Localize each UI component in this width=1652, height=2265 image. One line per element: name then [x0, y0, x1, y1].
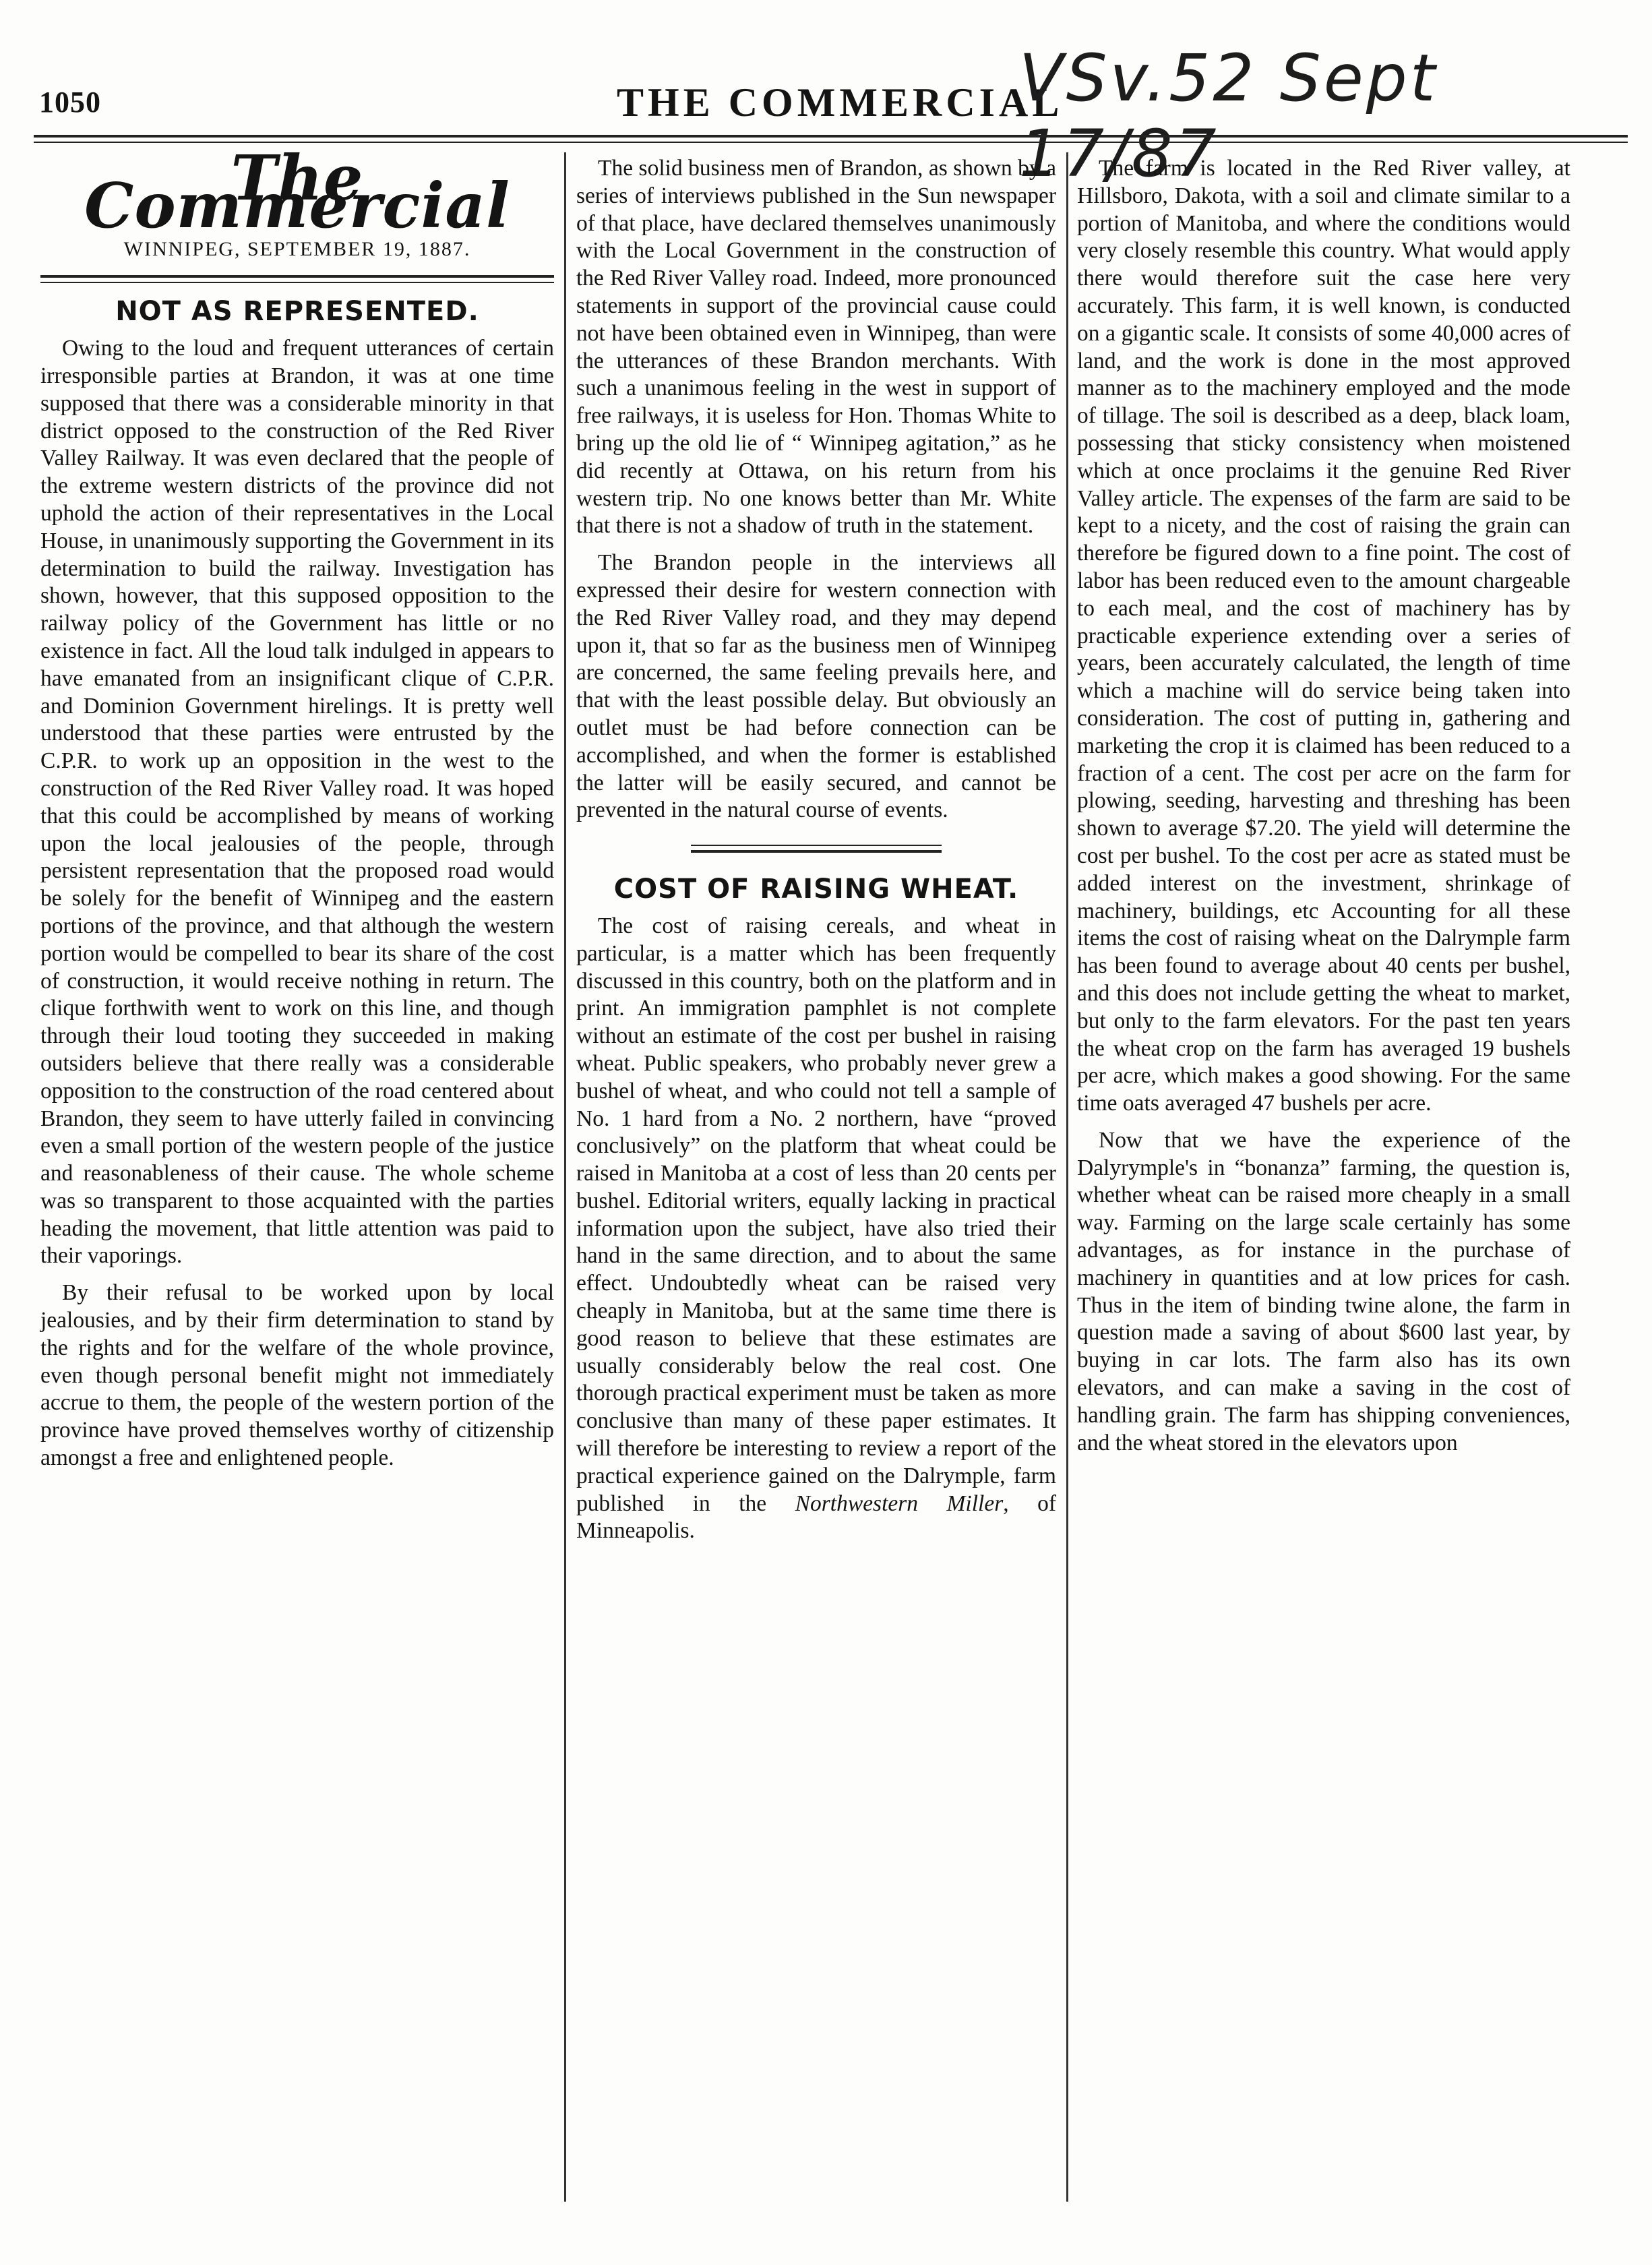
article-paragraph — [576, 913, 1056, 1545]
column-3 — [1077, 155, 1570, 1457]
section-rule — [691, 845, 942, 846]
paragraph-text: , of Minneapolis. — [576, 1490, 1057, 1544]
article-paragraph: The Brandon people in the interviews all expressed their desire for western connection with the Red River Valley road, and they may depend upon it, that so far as the business men of Winnipeg are concerned, the same feeling prevails here, and that with the least possible delay. But obviously an outlet must be had before connection can be accomplished, and when the former is established the latter will be easily secured, and cannot be prevented in the natural course of events. — [576, 550, 1056, 823]
dateline-rule — [40, 275, 554, 278]
page-number: 1050 — [39, 86, 101, 119]
column-1 — [40, 142, 554, 1472]
article-headline: NOT AS REPRESENTED. — [115, 296, 479, 328]
header-rule — [34, 135, 1628, 138]
section-rule-thick — [691, 850, 942, 853]
running-head: THE COMMERCIAL — [617, 80, 1064, 125]
article-paragraph: The solid business men of Brandon, as shown by a series of interviews published in the Sun newspaper of that place, have declared themselves unanimously with the Local Government in the construction of the Red River Valley road. Indeed, more pronounced statements in support of the provincial cause could not have been obtained even in Winnipeg, than were the utterances of these Brandon merchants. With such a unanimous feeling in the west in support of free railways, it is useless for Hon. Thomas White to bring up the old lie of “ Winnipeg agitation,” as he did recently at Ottawa, on his return from his western trip. No one knows better than Mr. White that there is not a shadow of truth in the statement. — [576, 156, 1056, 539]
dateline-rule-thin — [40, 282, 554, 283]
paragraph-text: The cost of raising cereals, and wheat in particular, is a matter which has been frequently discussed in this country, both on the platform and in print. An immigration pamphlet is not complete without an estimate of the cost per bushel in raising wheat. Public speakers, who probably never grew a bushel of wheat, and who could not tell a sample of No. 1 hard from a No. 2 northern, have “proved conclusively” on the platform that wheat could be raised in Manitoba at a cost of less than 20 cents per bushel. Editorial writers, equally lacking in practical information upon the subject, have also tried their hand in the same direction, and to about the same effect. Undoubtedly wheat can be raised very cheaply in Manitoba, but at the same time there is good reason to believe that these estimates are usually considerably below the real cost. One thorough practical experiment must be taken as more conclusive than many of these paper estimates. It will therefore be interesting to review a report of the practical experience gained on the Dalrymple, farm published in the — [576, 913, 1056, 1516]
article-paragraph: By their refusal to be worked upon by local jealousies, and by their firm determination to stand by the rights and for the welfare of the whole province, even though personal benefit might not immediately accrue to them, the people of the western portion of the province have proved themselves worthy of citizenship amongst a free and enlightened people. — [40, 1280, 554, 1471]
article-headline: COST OF RAISING WHEAT. — [613, 874, 1019, 905]
publication-name: Northwestern Miller — [795, 1490, 1004, 1516]
article-paragraph: Now that we have the experience of the Dalyrymple's in “bonanza” farming, the question is, whether wheat can be raised more cheaply in a small way. Farming on the large scale certainly has some advantages, as for instance in the purchase of machinery in quantities and at low prices for cash. Thus in the item of binding twine alone, the farm in question made a saving of about $600 last year, by buying in car lots. The farm also has its own elevators, and can make a saving in the cost of handling grain. The farm has shipping conveniences, and the wheat stored in the elevators upon — [1077, 1127, 1570, 1455]
dateline: WINNIPEG, SEPTEMBER 19, 1887. — [123, 237, 471, 260]
column-divider-1 — [564, 152, 566, 2202]
article-paragraph: Owing to the loud and frequent utterances of certain irresponsible parties at Brandon, it was at one time supposed that there was a considerable minority in that district opposed to the construction of the Red River Valley Railway. It was even declared that the people of the extreme western districts of the province did not uphold the action of their representatives in the Local House, in unanimously supporting the Government in its determination to build the railway. Investigation has shown, however, that this supposed opposition to the railway policy of the Government has little or no existence in fact. All the loud talk indulged in appears to have emanated from an insignificant clique of C.P.R. and Dominion Government hirelings. It is pretty well understood that these parties were entrusted by the C.P.R. to work up an opposition in the west to the construction of the Red River Valley road. It was hoped that this could be accomplished by means of working upon the local jealousies of the people, through persistent representation that the proposed road would be solely for the benefit of Winnipeg and the eastern portions of the province, and that although the western portion would be compelled to bear its share of the cost of construction, it would receive nothing in return. The clique forthwith went to work on this line, and though through their loud tooting they succeeded in making outsiders believe that there really was a considerable opposition to the construction of the road centered about Brandon, they seem to have utterly failed in convincing even a small portion of the western people of the justice and reasonableness of their cause. The whole scheme was so transparent to those acquainted with the parties heading the movement, that little attention was paid to their vaporings. — [40, 336, 554, 1269]
article-paragraph: The farm is located in the Red River valley, at Hillsboro, Dakota, with a soil and climate similar to a portion of Manitoba, and where the conditions would very closely resemble this country. What would apply there would therefore suit the case here very accurately. This farm, it is well known, is conducted on a gigantic scale. It consists of some 40,000 acres of land, and the work is done in the most approved manner as to the machinery employed and the mode of tillage. The soil is described as a deep, black loam, possessing that sticky consistency when moistened which at once proclaims it the genuine Red River Valley article. The expenses of the farm are said to be kept to a nicety, and the cost of raising the grain can therefore be figured down to a fine point. The cost of labor has been reduced even to the amount chargeable to each meal, and the cost of machinery has by practicable experience extending over a series of years, been accurately calculated, the length of time which a machine will do service being taken into consideration. The cost of putting in, gathering and marketing the crop it is claimed has been reduced to a fraction of a cent. The cost per acre on the farm for plowing, seeding, harvesting and threshing has been shown to average $7.20. The yield will determine the cost per bushel. To the cost per acre as stated must be added interest on the investment, shrinkage of machinery, buildings, etc Accounting for all these items the cost of raising wheat on the Dalrymple farm has been found to average about 40 cents per bushel, and this does not include getting the wheat to market, but only to the farm elevators. For the past ten years the wheat crop on the farm has averaged 19 bushels per acre, which makes a good showing. For the same time oats averaged 47 bushels per acre. — [1077, 156, 1570, 1116]
masthead-title: The Commercial — [84, 142, 510, 242]
column-2 — [576, 155, 1056, 1545]
column-divider-2 — [1066, 152, 1068, 2202]
handwritten-note: VSv.52 Sept 17/87 — [1019, 40, 1438, 191]
